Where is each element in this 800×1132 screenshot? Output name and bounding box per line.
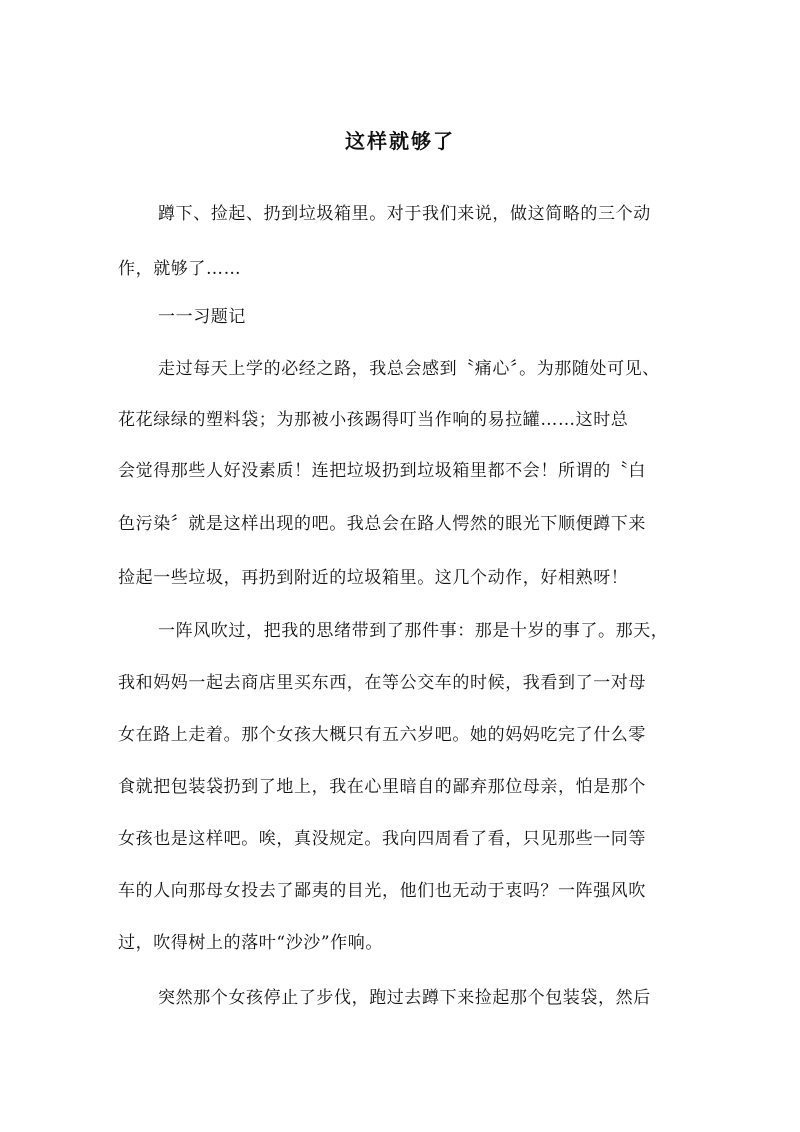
paragraph-line: 一阵风吹过，把我的思绪带到了那件事：那是十岁的事了。那天，	[158, 621, 669, 641]
paragraph-line: 花花绿绿的塑料袋；为那被小孩踢得叮当作响的易拉罐……这时总	[118, 410, 629, 430]
document-title: 这样就够了	[345, 129, 455, 153]
paragraph-line: 过，吹得树上的落叶“沙沙”作响。	[118, 933, 383, 953]
paragraph-line: 走过每天上学的必经之路，我总会感到〝痛心〞。为那随处可见、	[158, 359, 660, 379]
paragraph-line: 食就把包装袋扔到了地上，我在心里暗自的鄙弃那位母亲，怕是那个	[118, 777, 646, 797]
paragraph-line: 色污染〞就是这样出现的吧。我总会在路人愕然的眼光下顺便蹲下来	[118, 514, 646, 534]
paragraph-line: 女在路上走着。那个女孩大概只有五六岁吧。她的妈妈吃完了什么零	[118, 725, 646, 745]
paragraph-line: 我和妈妈一起去商店里买东西，在等公交车的时候，我看到了一对母	[118, 673, 646, 693]
paragraph-line: 女孩也是这样吧。唉，真没规定。我向四周看了看，只见那些一同等	[118, 829, 646, 849]
paragraph-line: 作，就够了……	[118, 259, 242, 279]
paragraph-line: 会觉得那些人好没素质！连把垃圾扔到垃圾箱里都不会！所谓的〝白	[118, 461, 646, 481]
paragraph-line: 捡起一些垃圾，再扔到附近的垃圾箱里。这几个动作，好相熟呀！	[118, 568, 629, 588]
epigraph-attribution: 一一习题记	[158, 307, 246, 327]
paragraph-line: 车的人向那母女投去了鄙夷的目光，他们也无动于衷吗？一阵强风吹	[118, 881, 646, 901]
paragraph-line: 突然那个女孩停止了步伐，跑过去蹲下来捡起那个包装袋，然后	[158, 988, 651, 1008]
paragraph-line: 蹲下、捡起、扔到垃圾箱里。对于我们来说，做这简略的三个动	[158, 204, 651, 224]
